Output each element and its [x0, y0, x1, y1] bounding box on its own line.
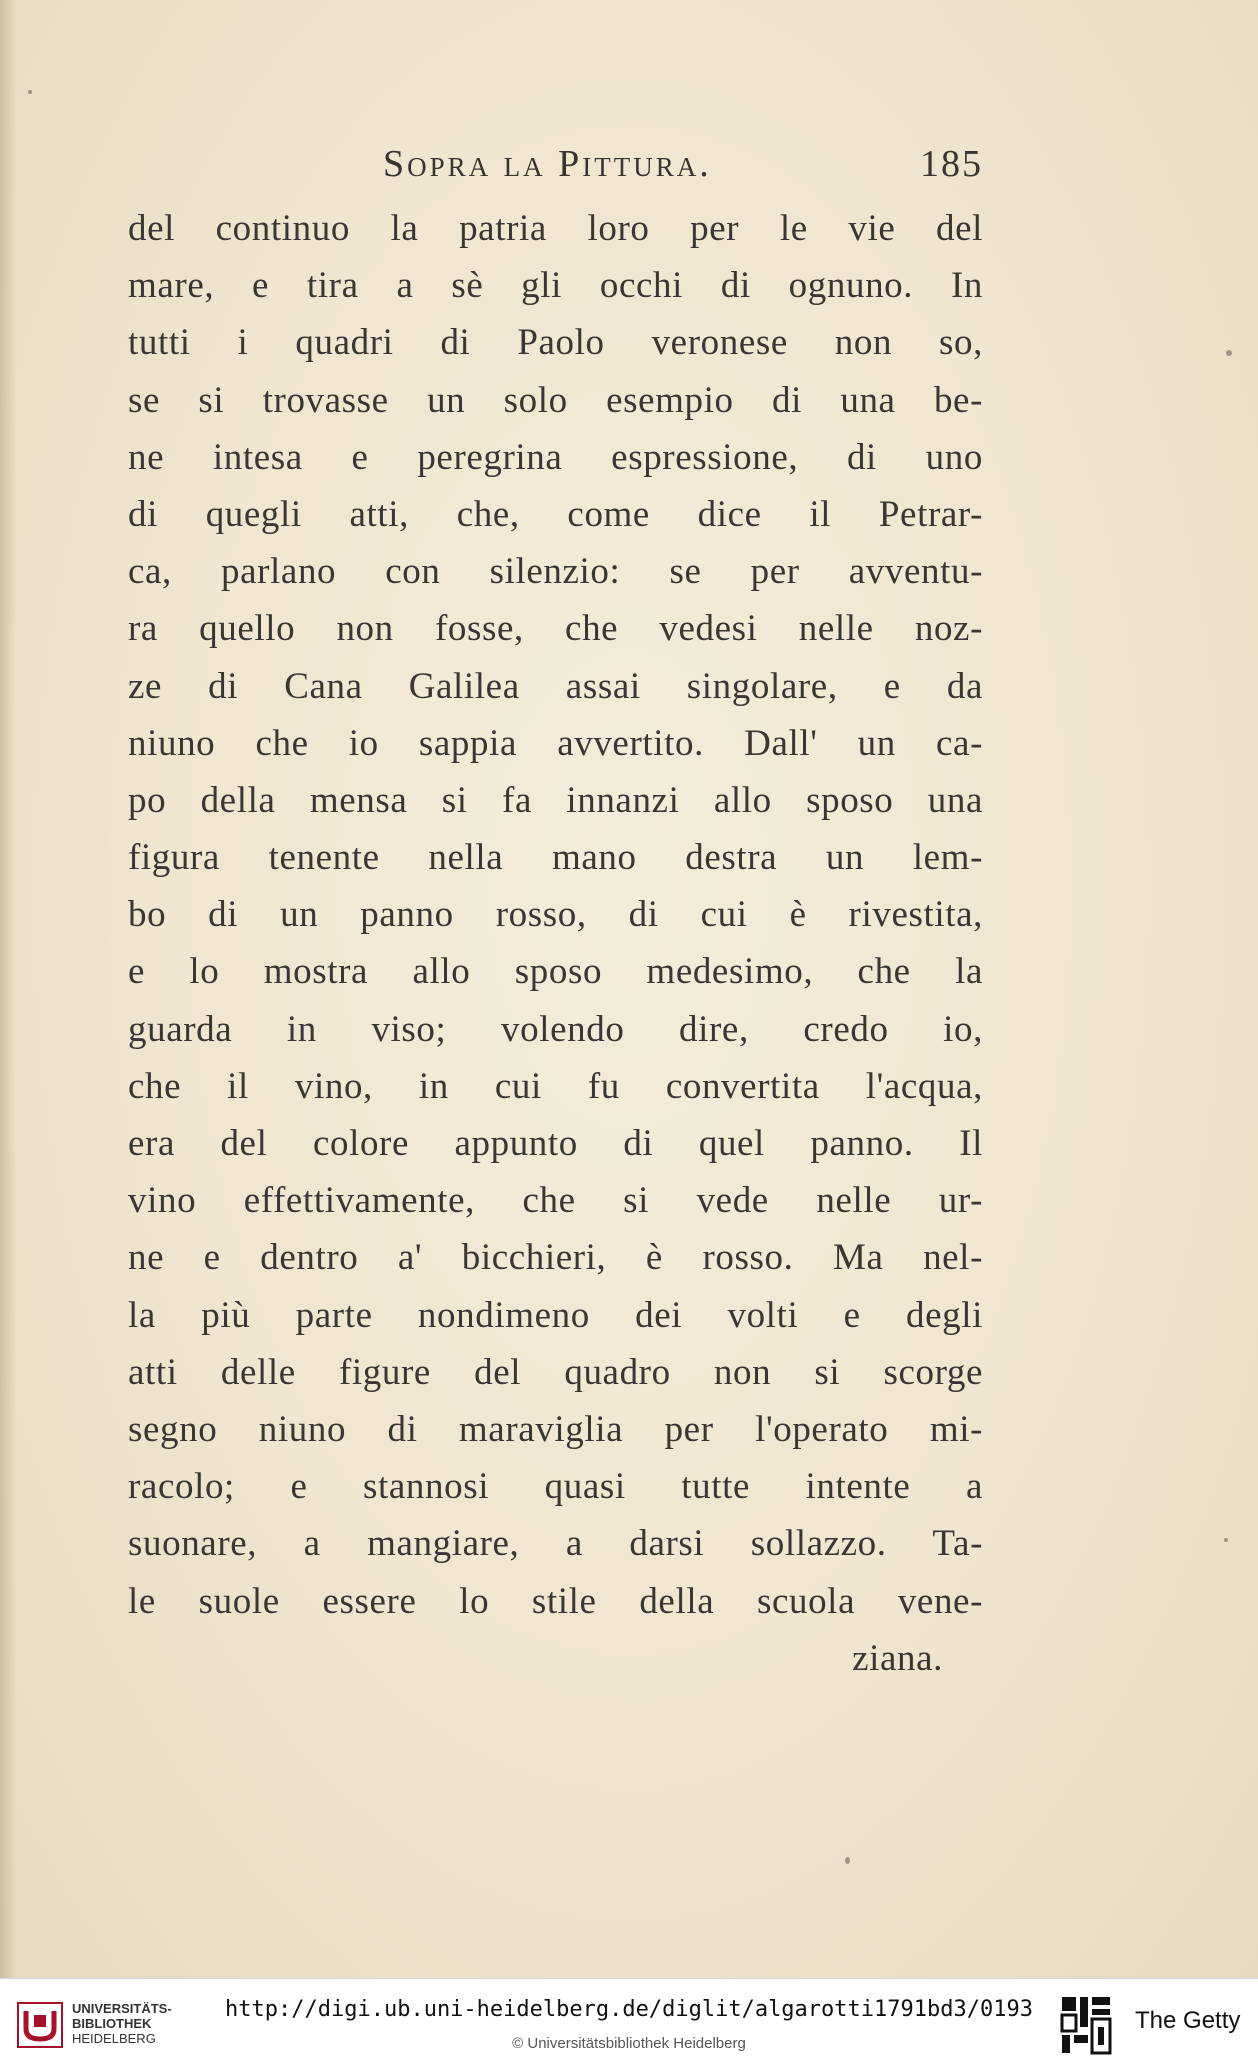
paper-speck [845, 1857, 850, 1864]
text-line: ne intesa e peregrina espressione, di uno [128, 436, 983, 478]
text-line: suonare, a mangiare, a darsi sollazzo. Ta- [128, 1523, 983, 1565]
text-line: di quegli atti, che, come dice il Petrar- [128, 493, 983, 535]
text-line: vino effettivamente, che si vede nelle ur- [128, 1180, 983, 1222]
library-name-line: BIBLIOTHEK [72, 2016, 152, 2031]
text-line: ra quello non fosse, che vedesi nelle noz- [128, 608, 983, 650]
text-line: tutti i quadri di Paolo veronese non so, [128, 322, 983, 364]
getty-logo-icon [1058, 1995, 1114, 2055]
permalink-url[interactable]: http://digi.ub.uni-heidelberg.de/diglit/algarotti1791bd3/0193 [225, 1997, 1033, 2022]
text-line: ne e dentro a' bicchieri, è rosso. Ma nel- [128, 1237, 983, 1279]
body-text [128, 200, 983, 1687]
text-line: che il vino, in cui fu convertita l'acqua, [128, 1065, 983, 1107]
paper-speck [1226, 350, 1232, 356]
text-line: era del colore appunto di quel panno. Il [128, 1123, 983, 1164]
text-line: la più parte nondimeno dei volti e degli [128, 1294, 983, 1336]
text-line: segno niuno di maraviglia per l'operato mi- [128, 1408, 983, 1450]
text-line: mare, e tira a sè gli occhi di ognuno. In [128, 265, 983, 307]
text-line: e lo mostra allo sposo medesimo, che la [128, 951, 983, 993]
library-name-line: HEIDELBERG [72, 2031, 156, 2046]
text-line-final: ziana. [852, 1637, 943, 1679]
text-line: ze di Cana Galilea assai singolare, e da [128, 665, 983, 707]
text-line: le suole essere lo stile della scuola vene- [128, 1580, 983, 1622]
text-line: se si trovasse un solo esempio di una be- [128, 379, 983, 421]
text-line: bo di un panno rosso, di cui è rivestita, [128, 894, 983, 936]
copyright-notice: © Universitätsbibliothek Heidelberg [512, 2035, 746, 2052]
running-head [128, 142, 983, 192]
text-line: racolo; e stannosi quasi tutte intente a [128, 1466, 983, 1508]
text-line: figura tenente nella mano destra un lem- [128, 837, 983, 879]
page-number: 185 [920, 143, 983, 185]
paper-speck [28, 90, 32, 94]
viewer-footer [0, 1978, 1258, 2068]
text-line: niuno che io sappia avvertito. Dall' un ca- [128, 722, 983, 764]
text-line: del continuo la patria loro per le vie del [128, 208, 983, 249]
library-name-line: UNIVERSITÄTS- [72, 2001, 172, 2016]
page-edge-shadow [0, 0, 16, 1978]
text-line: atti delle figure del quadro non si scorge [128, 1351, 983, 1393]
paper-speck [1224, 1538, 1228, 1542]
text-line: po della mensa si fa innanzi allo sposo una [128, 779, 983, 821]
running-title: Sopra la Pittura. [383, 143, 712, 185]
text-line: ca, parlano con silenzio: se per avventu- [128, 551, 983, 593]
getty-label: The Getty [1135, 2007, 1241, 2034]
text-line: guarda in viso; volendo dire, credo io, [128, 1008, 983, 1050]
